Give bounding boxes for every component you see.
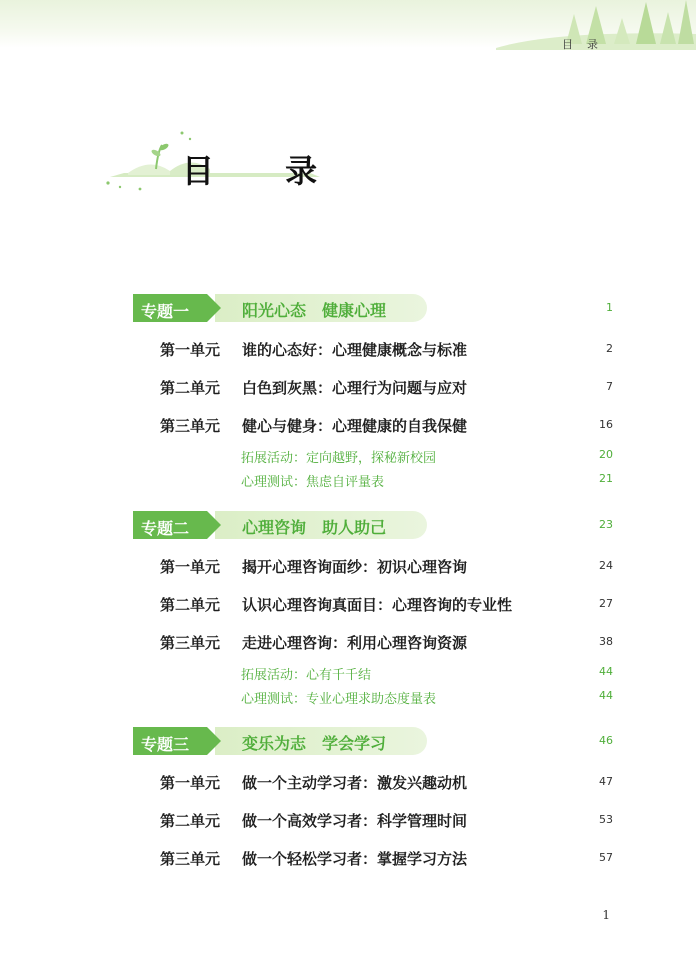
section-title: 变乐为志 学会学习 — [242, 734, 387, 753]
unit-page-number: 47 — [599, 775, 613, 788]
extra-page-number: 21 — [599, 472, 613, 485]
unit-page-number: 38 — [599, 635, 613, 648]
unit-page-number: 57 — [599, 851, 613, 864]
unit-page-number: 27 — [599, 597, 613, 610]
section-page-number: 23 — [599, 518, 613, 531]
section-heading[interactable] — [133, 294, 613, 324]
section-heading[interactable] — [133, 727, 613, 757]
extra-page-number: 44 — [599, 689, 613, 702]
extra-title: 拓展活动：心有千千结 — [241, 668, 372, 683]
unit-entry[interactable] — [160, 339, 613, 361]
unit-entry[interactable] — [160, 810, 613, 832]
page-folio: 1 — [602, 908, 610, 922]
page-title: 目 录 — [182, 152, 348, 190]
extra-title: 心理测试：焦虑自评量表 — [241, 475, 385, 490]
unit-entry[interactable] — [160, 594, 613, 616]
extra-title: 拓展活动：定向越野，探秘新校园 — [241, 451, 437, 466]
section-title: 心理咨询 助人助己 — [242, 518, 387, 537]
unit-entry[interactable] — [160, 632, 613, 654]
unit-page-number: 24 — [599, 559, 613, 572]
unit-title: 走进心理咨询：利用心理咨询资源 — [242, 634, 468, 652]
unit-label: 第一单元 — [160, 774, 221, 792]
unit-title: 认识心理咨询真面目：心理咨询的专业性 — [242, 596, 513, 614]
unit-label: 第二单元 — [160, 379, 221, 397]
extra-title: 心理测试：专业心理求助态度量表 — [241, 692, 437, 707]
unit-page-number: 2 — [606, 342, 613, 355]
unit-title: 做一个轻松学习者：掌握学习方法 — [242, 850, 468, 868]
unit-label: 第二单元 — [160, 812, 221, 830]
unit-title: 做一个主动学习者：激发兴趣动机 — [242, 774, 468, 792]
unit-page-number: 16 — [599, 418, 613, 431]
section-tag-label: 专题二 — [141, 519, 190, 538]
unit-entry[interactable] — [160, 415, 613, 437]
unit-entry[interactable] — [160, 377, 613, 399]
section-tag-label: 专题三 — [141, 735, 190, 754]
section-title: 阳光心态 健康心理 — [242, 301, 387, 320]
section-page-number: 1 — [606, 301, 613, 314]
section-heading[interactable] — [133, 511, 613, 541]
unit-label: 第一单元 — [160, 558, 221, 576]
unit-title: 健心与健身：心理健康的自我保健 — [242, 417, 468, 435]
unit-page-number: 53 — [599, 813, 613, 826]
extra-entry[interactable] — [241, 471, 613, 489]
unit-entry[interactable] — [160, 848, 613, 870]
extra-entry[interactable] — [241, 664, 613, 682]
unit-page-number: 7 — [606, 380, 613, 393]
unit-label: 第二单元 — [160, 596, 221, 614]
unit-entry[interactable] — [160, 772, 613, 794]
running-head: 目录 — [562, 38, 612, 51]
section-tag-label: 专题一 — [141, 302, 190, 321]
unit-title: 揭开心理咨询面纱：初识心理咨询 — [242, 558, 468, 576]
unit-title: 做一个高效学习者：科学管理时间 — [242, 812, 468, 830]
section-page-number: 46 — [599, 734, 613, 747]
unit-label: 第三单元 — [160, 634, 221, 652]
unit-label: 第三单元 — [160, 417, 221, 435]
extra-page-number: 44 — [599, 665, 613, 678]
unit-title: 谁的心态好：心理健康概念与标准 — [242, 341, 468, 359]
unit-title: 白色到灰黑：心理行为问题与应对 — [242, 379, 468, 397]
unit-entry[interactable] — [160, 556, 613, 578]
extra-entry[interactable] — [241, 447, 613, 465]
extra-entry[interactable] — [241, 688, 613, 706]
unit-label: 第三单元 — [160, 850, 221, 868]
unit-label: 第一单元 — [160, 341, 221, 359]
extra-page-number: 20 — [599, 448, 613, 461]
